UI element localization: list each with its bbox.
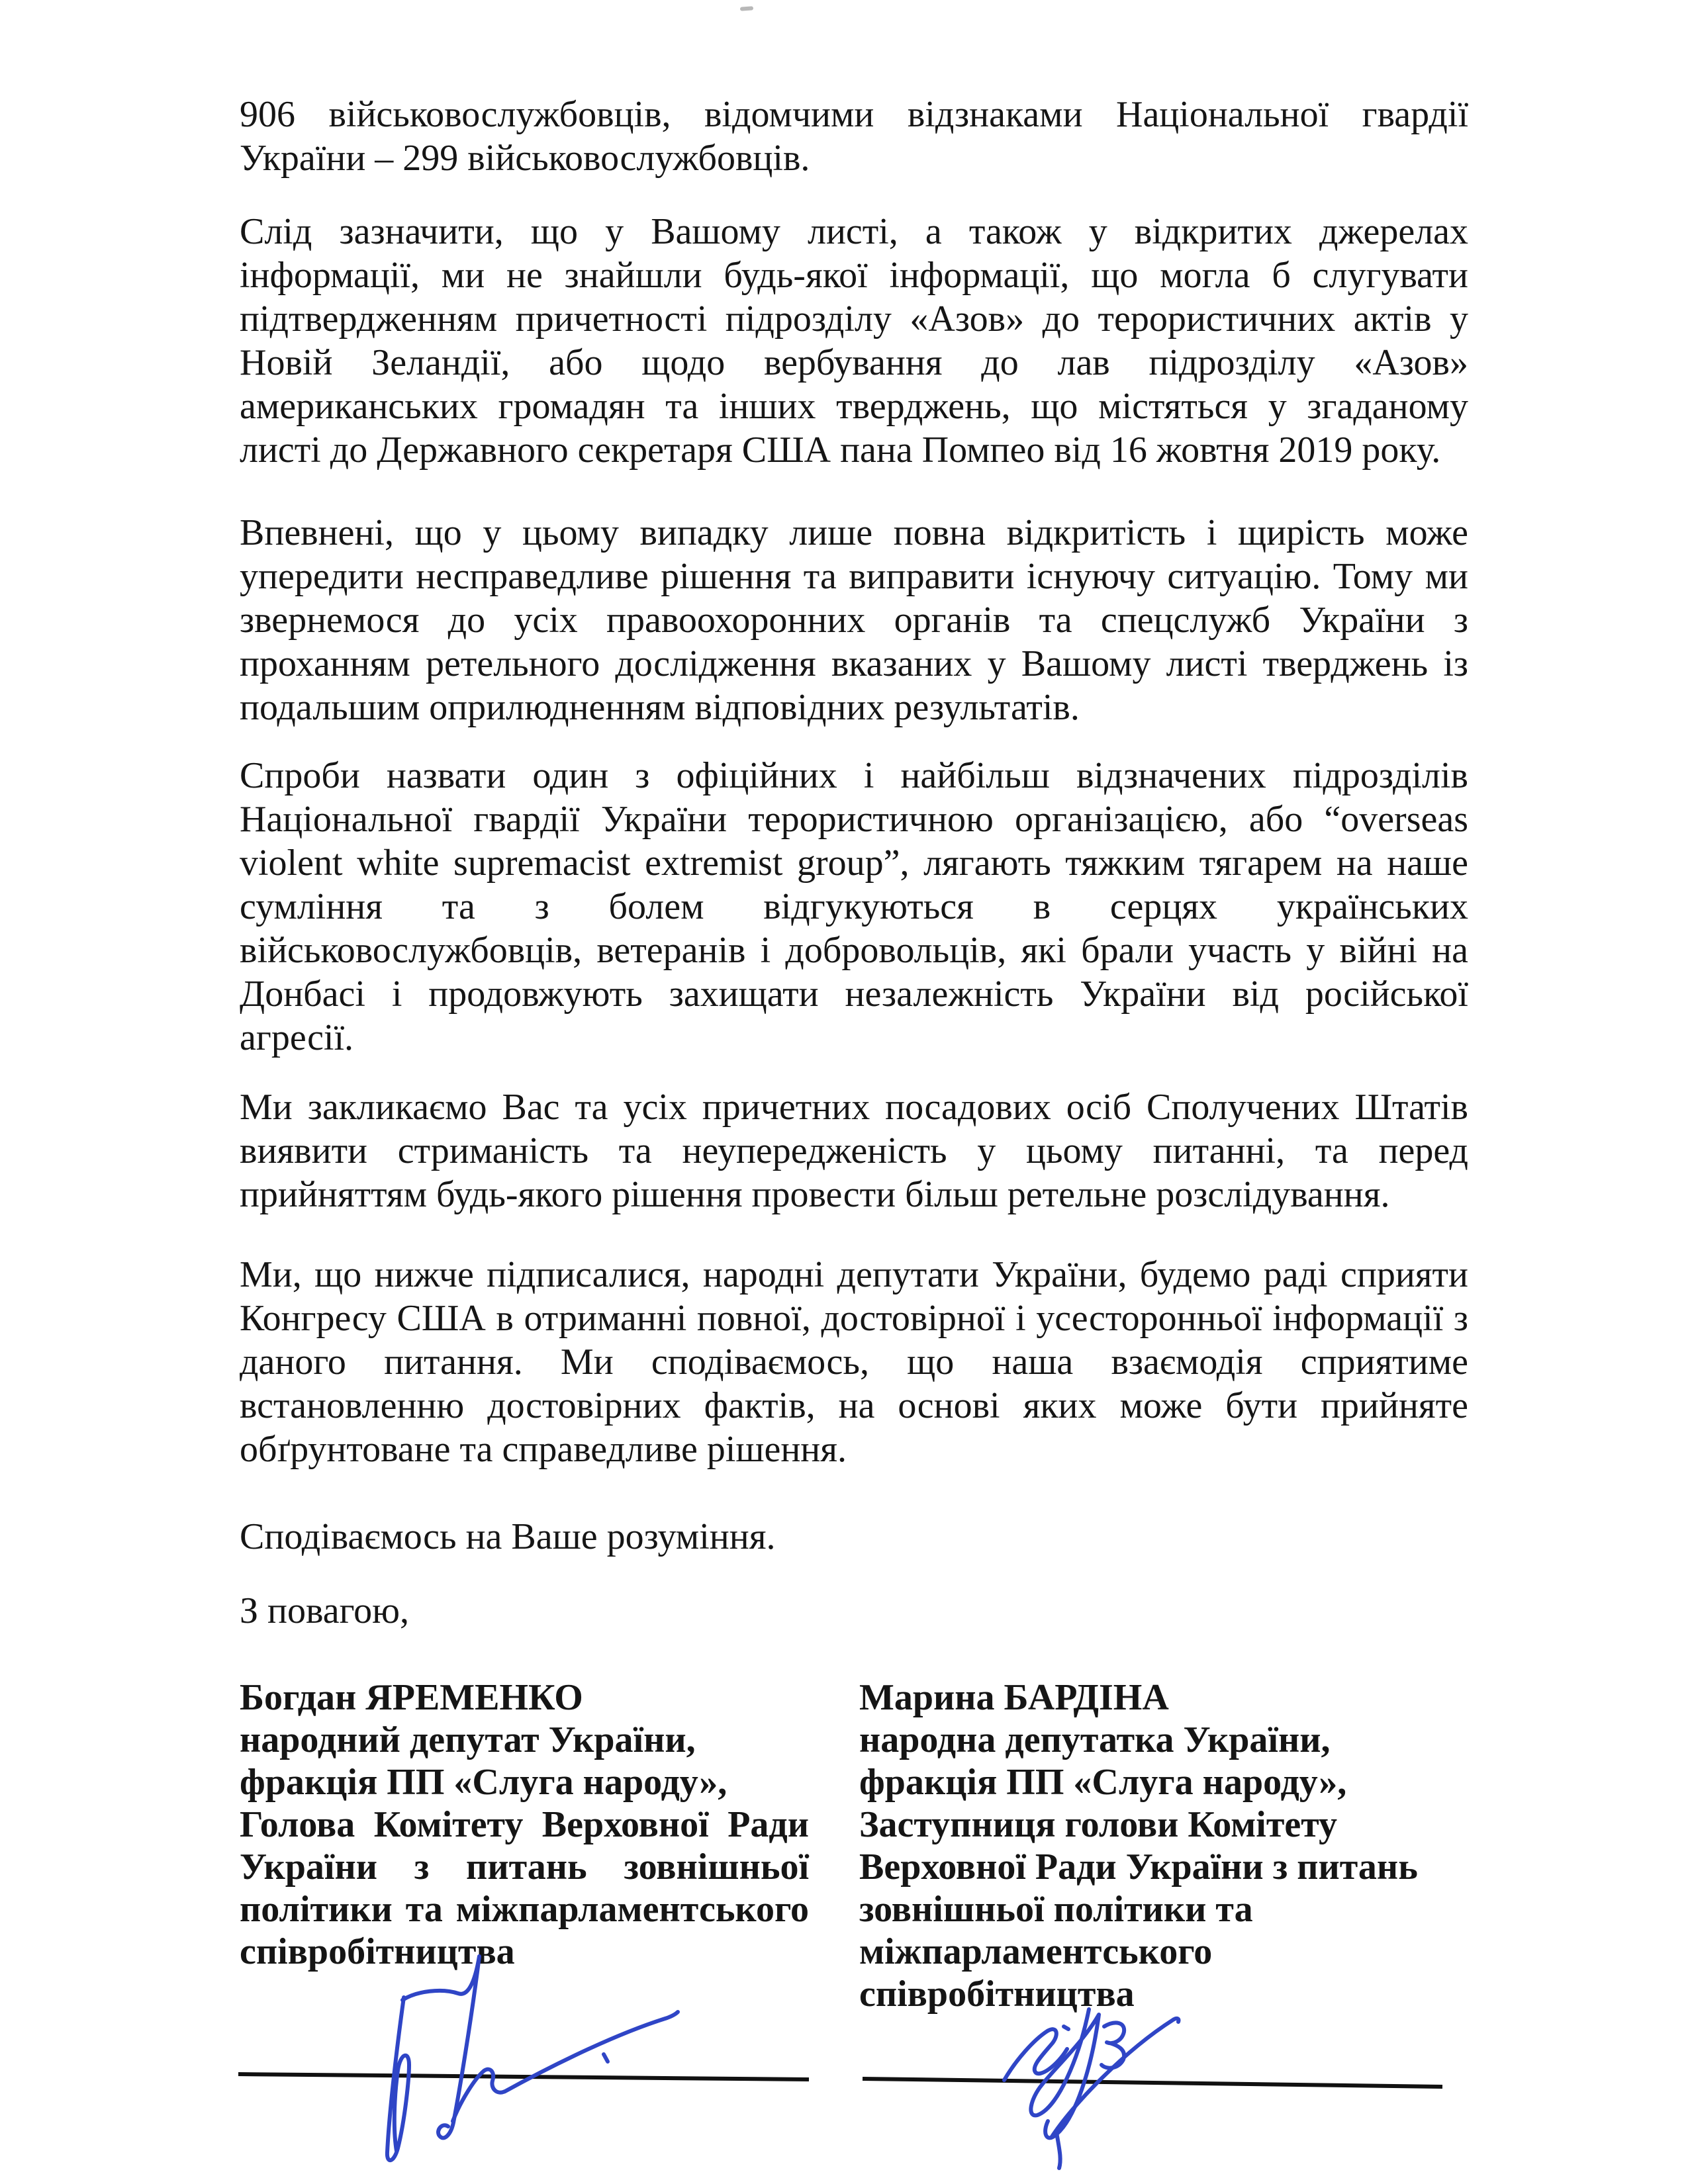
signatory-title-line: Верховної Ради України з питань (859, 1846, 1418, 1888)
signatory-title-line: народний депутат України, (240, 1719, 696, 1760)
signatory-title-line: співробітництва (240, 1931, 515, 1972)
body-paragraph: Спроби назвати один з офіційних і найбільш відзначених підрозділів Національної гвардії України терористичною організацією, або “overseas violent white supremacist extremist group”, лягають тяжким тягарем на наше сумління та з болем відгукуються в серцях українських військовослужбовців, ветеранів і добровольців, які брали участь у війні на Донбасі і продовжують захищати незалежність України від російської агресії. (240, 755, 1468, 1058)
signature-bardina-ink (1004, 2009, 1179, 2168)
signatory-title-line: фракція ПП «Слуга народу», (859, 1762, 1347, 1803)
letter-body (240, 93, 1468, 1663)
scan-artifact-speck (740, 6, 753, 11)
signatory-title-line: зовнішньої політики та (859, 1889, 1253, 1930)
signature-rule-left (238, 2074, 809, 2079)
body-paragraph: Впевнені, що у цьому випадку лише повна відкритість і щирість може упередити несправедливе рішення та виправити існуючу ситуацію. Тому ми звернемося до усіх правоохоронних органів та спецслужб України з проханням ретельного дослідження вказаних у Вашому листі тверджень із подальшим оприлюдненням відповідних результатів. (240, 512, 1468, 728)
body-paragraph: Слід зазначити, що у Вашому листі, а також у відкритих джерелах інформації, ми не знайшли будь-якої інформації, що могла б слугувати підтвердженням причетності підрозділу «Азов» до терористичних актів у Новій Зеландії, або щодо вербування до лав підрозділу «Азов» американських громадян та інших тверджень, що містяться у згаданому листі до Державного секретаря США пана Помпео від 16 жовтня 2019 року. (240, 211, 1468, 471)
signatory-block-bardina (859, 1676, 1455, 2015)
signatory-title-line: України з питань зовнішньої (240, 1846, 809, 1888)
signature-yaremenko-ink (387, 1956, 678, 2160)
signatory-name: Богдан ЯРЕМЕНКО (240, 1677, 583, 1718)
salutation-line: З повагою, (240, 1590, 409, 1631)
signatory-title-line: співробітництва (859, 1974, 1135, 2015)
closing-line: Сподіваємось на Ваше розуміння. (240, 1516, 776, 1557)
body-paragraph: Ми закликаємо Вас та усіх причетних посадових осіб Сполучених Штатів виявити стриманість та неупередженість у цьому питанні, та перед прийняттям будь-якого рішення провести більш ретельне розслідування. (240, 1087, 1468, 1215)
body-paragraph: 906 військовослужбовців, відомчими відзнаками Національної гвардії України – 299 військовослужбовців. (240, 94, 1468, 179)
signatory-title-lines (859, 1719, 1455, 2015)
signatory-title-line: Голова Комітету Верховної Ради (240, 1804, 809, 1845)
signatory-title-line: фракція ПП «Слуга народу», (240, 1762, 727, 1803)
signatory-title-line: Заступниця голови Комітету (859, 1804, 1337, 1845)
signatory-title-line: народна депутатка України, (859, 1719, 1331, 1760)
body-paragraph: Ми, що нижче підписалися, народні депутати України, будемо раді сприяти Конгресу США в отриманні повної, достовірної і усесторонньої інформації з даного питання. Ми сподіваємось, що наша взаємодія сприятиме встановленню достовірних фактів, на основі яких може бути прийняте обґрунтоване та справедливе рішення. (240, 1254, 1468, 1470)
signatory-title-line: політики та міжпарламентського (240, 1889, 809, 1930)
signature-rule-right (863, 2079, 1442, 2087)
signatory-title-lines (240, 1719, 809, 1973)
signatory-title-line: міжпарламентського (859, 1931, 1213, 1972)
signatory-name: Марина БАРДІНА (859, 1677, 1169, 1718)
signatory-block-yaremenko (240, 1676, 809, 1973)
